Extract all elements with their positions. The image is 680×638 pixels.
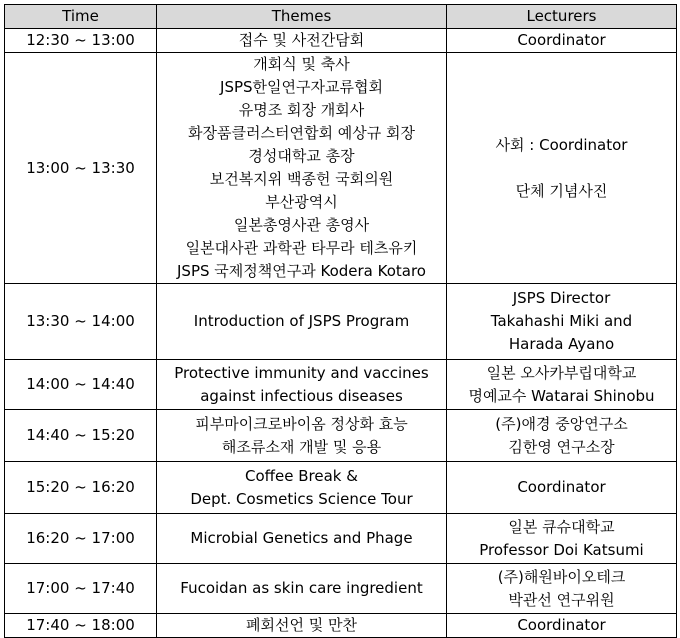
theme-line: 부산광역시 [265, 193, 338, 211]
theme-line: 개회식 및 축사 [253, 55, 350, 73]
theme-line: 화장품클러스터연합회 예상규 회장 [188, 124, 415, 142]
theme-cell [157, 284, 447, 360]
lecturer-cell [447, 462, 677, 514]
spacer [451, 157, 672, 180]
lecturer-cell [447, 410, 677, 462]
time-cell: 13:00 ~ 13:30 [5, 53, 157, 284]
time-cell: 17:00 ~ 17:40 [5, 564, 157, 614]
lecturer-line: 명예교수 Watarai Shinobu [468, 386, 655, 405]
lecturer-line: JSPS Director [512, 289, 611, 307]
time-cell: 15:20 ~ 16:20 [5, 462, 157, 514]
theme-line: 피부마이크로바이옴 정상화 효능 [195, 414, 408, 433]
lecturer-line: Coordinator [517, 478, 606, 496]
theme-cell [157, 53, 447, 284]
lecturer-line: Coordinator [517, 616, 606, 634]
lecturer-line: (주)애경 중앙연구소 [495, 414, 628, 433]
theme-line: against infectious diseases [200, 386, 403, 405]
lecturer-cell [447, 514, 677, 564]
theme-cell [157, 29, 447, 53]
lecturer-cell [447, 53, 677, 284]
theme-cell [157, 462, 447, 514]
lecturer-line: Professor Doi Katsumi [479, 540, 644, 559]
theme-line: JSPS 국제정책연구과 Kodera Kotaro [177, 262, 426, 280]
lecturer-line: 단체 기념사진 [515, 181, 608, 200]
lecturer-line: Harada Ayano [508, 335, 615, 353]
table-row [5, 284, 677, 360]
lecturer-line: 사회 : Coordinator [495, 135, 628, 154]
theme-line: 일본총영사관 총영사 [233, 216, 370, 234]
table-row [5, 29, 677, 53]
table-row [5, 462, 677, 514]
theme-line: JSPS한일연구자교류협회 [220, 78, 383, 96]
lecturer-cell [447, 614, 677, 638]
lecturer-line: Takahashi Miki and [490, 312, 633, 330]
theme-cell [157, 410, 447, 462]
lecturer-line: 김한영 연구소장 [508, 437, 615, 456]
table-row [5, 360, 677, 410]
time-cell: 14:00 ~ 14:40 [5, 360, 157, 410]
lecturer-cell [447, 360, 677, 410]
theme-cell [157, 564, 447, 614]
theme-line: Microbial Genetics and Phage [190, 529, 413, 547]
lecturer-line: Coordinator [517, 31, 606, 49]
time-header: Time [5, 5, 157, 29]
lecturer-line: 박관선 연구위원 [508, 590, 615, 609]
theme-line: Introduction of JSPS Program [193, 312, 410, 330]
time-cell: 13:30 ~ 14:00 [5, 284, 157, 360]
time-cell: 14:40 ~ 15:20 [5, 410, 157, 462]
table-row [5, 514, 677, 564]
theme-line: Coffee Break & [245, 466, 358, 485]
theme-line: 해조류소재 개발 및 응용 [221, 437, 382, 456]
theme-line: Fucoidan as skin care ingredient [180, 579, 423, 597]
theme-line: 경성대학교 총장 [248, 147, 355, 165]
theme-line: 유명조 회장 개회사 [238, 101, 365, 119]
lecturer-cell [447, 284, 677, 360]
theme-line: 보건복지위 백종헌 국회의원 [209, 170, 394, 188]
lecturer-line: 일본 큐슈대학교 [508, 517, 615, 536]
theme-cell [157, 514, 447, 564]
lecturer-cell [447, 29, 677, 53]
themes-header: Themes [157, 5, 447, 29]
lecturers-header: Lecturers [447, 5, 677, 29]
header-row [5, 5, 677, 29]
lecturer-cell [447, 564, 677, 614]
table-row [5, 410, 677, 462]
time-cell: 17:40 ~ 18:00 [5, 614, 157, 638]
table-row [5, 53, 677, 284]
table-row [5, 614, 677, 638]
theme-line: Protective immunity and vaccines [174, 363, 429, 382]
time-cell: 16:20 ~ 17:00 [5, 514, 157, 564]
theme-line: 일본대사관 과학관 타무라 테츠유키 [185, 239, 418, 257]
theme-cell [157, 360, 447, 410]
theme-line: 폐회선언 및 만찬 [246, 616, 357, 634]
schedule-table [4, 4, 677, 638]
table-row [5, 564, 677, 614]
lecturer-line: (주)해원바이오테크 [497, 567, 626, 586]
theme-cell [157, 614, 447, 638]
theme-line: 접수 및 사전간담회 [238, 31, 365, 49]
theme-line: Dept. Cosmetics Science Tour [190, 489, 413, 508]
time-cell: 12:30 ~ 13:00 [5, 29, 157, 53]
lecturer-line: 일본 오사카부립대학교 [486, 363, 637, 382]
